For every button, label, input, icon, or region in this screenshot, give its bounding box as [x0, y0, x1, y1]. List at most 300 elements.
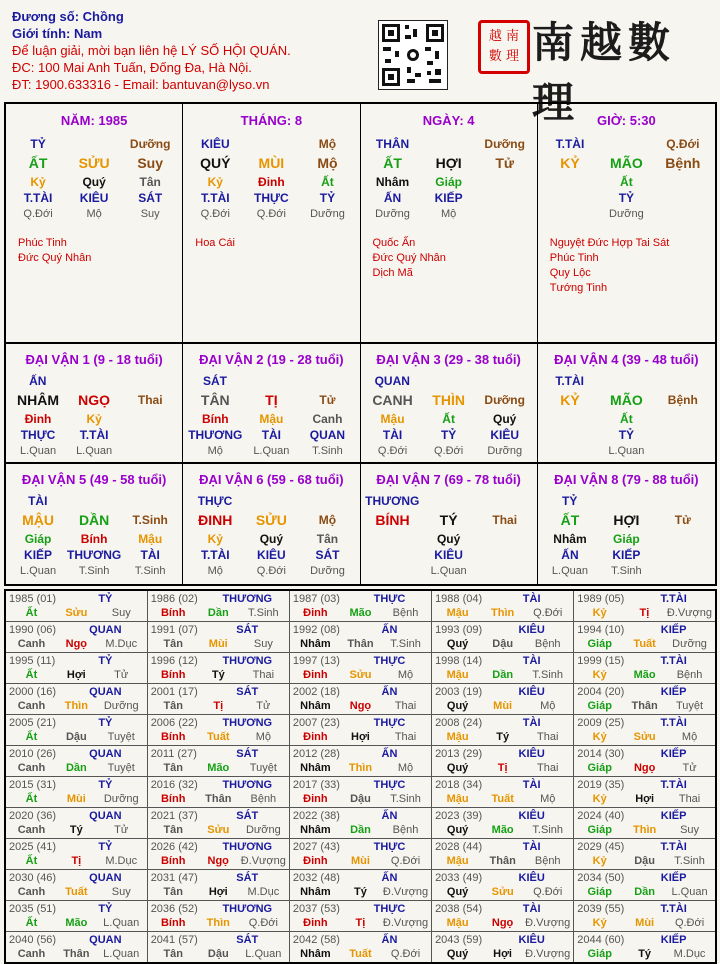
hidden-stage: Dưỡng: [487, 445, 523, 457]
annual-cell: [147, 932, 289, 964]
annual-head: [151, 685, 286, 699]
stage: Thai: [492, 513, 518, 527]
pillar-value: [542, 174, 598, 190]
annual-cell: [432, 653, 574, 684]
pillar-value: TỶ: [319, 191, 336, 205]
pillar-value: Giáp: [435, 175, 462, 189]
pillar-value: HỢI: [435, 155, 462, 171]
ten-god: TỶ: [562, 494, 578, 508]
branch: THÌN: [432, 392, 465, 408]
annual-head: [151, 747, 286, 761]
annual-head: [577, 623, 712, 637]
star-item: Phúc Tinh: [18, 237, 67, 249]
pillar-value: Tân: [139, 175, 161, 189]
ten-god: ẤN: [29, 374, 47, 388]
pillar-value: Dưỡng: [375, 208, 410, 220]
stem: Giáp: [587, 700, 612, 712]
annual-head: [435, 654, 570, 668]
header-line: ĐC: 100 Mai Anh Tuấn, Đống Đa, Hà Nội.: [12, 60, 252, 75]
hidden-stem: Mậu: [138, 532, 163, 546]
branch: Dậu: [634, 855, 656, 867]
annual-cell: [5, 622, 147, 653]
annual-pillar: [9, 668, 144, 682]
hidden-stage: Q.Đới: [377, 445, 408, 457]
dai-van-pillar: [10, 509, 178, 531]
year-label: 2031 (47): [150, 872, 198, 884]
stage: Thai: [137, 393, 163, 407]
annual-cell: [574, 901, 716, 932]
stem: Quý: [446, 948, 469, 960]
stage: Mộ: [540, 700, 556, 712]
hidden-stage: L.Quan: [430, 565, 467, 577]
pillar-value: Bệnh: [665, 155, 701, 171]
branch: Hợi: [351, 731, 370, 743]
annual-pillar: [435, 606, 570, 620]
pillar-row: [542, 152, 711, 174]
ten-god: QUAN: [89, 872, 122, 884]
annual-pillar: [9, 730, 144, 744]
pillar-value: Đinh: [258, 175, 285, 189]
hidden-stage: Q.Đới: [256, 565, 286, 577]
hidden-stage: L.Quan: [76, 445, 113, 457]
annual-head: [9, 871, 144, 885]
hidden-stage: Q.Đới: [434, 445, 464, 457]
stage: Dưỡng: [245, 824, 281, 836]
year-label: 1989 (05): [577, 593, 625, 605]
stage: Suy: [111, 886, 131, 898]
stem: Quý: [446, 638, 469, 650]
ten-god: SÁT: [236, 624, 259, 636]
branch: Sửu: [65, 607, 88, 619]
dai-van-pillar: [187, 509, 355, 531]
dai-van-cell: [6, 344, 183, 462]
annual-pillar: [151, 637, 286, 651]
annual-pillar: [151, 823, 286, 837]
hidden-stage: T.Sinh: [134, 565, 166, 577]
dai-van-cell: [6, 464, 183, 584]
branch: DẦN: [78, 512, 110, 528]
annual-pillar: [151, 730, 286, 744]
hidden-stem: Kỷ: [207, 532, 223, 546]
ten-god: ẤN: [381, 624, 398, 636]
stem: Kỷ: [592, 917, 607, 929]
stage: Tử: [114, 669, 129, 681]
annual-pillar: [9, 761, 144, 775]
branch: Tý: [496, 731, 510, 743]
stage: Tử: [114, 824, 129, 836]
stem: TÂN: [200, 392, 230, 408]
stage: Thai: [537, 762, 559, 774]
pillar-value: Suy: [140, 208, 160, 220]
hidden-ten-god: QUAN: [309, 428, 346, 442]
ten-god: THƯƠNG: [222, 841, 273, 853]
year-label: 1988 (04): [435, 593, 483, 605]
hidden-stage: T.Sinh: [312, 445, 343, 457]
ten-god: TÀI: [522, 655, 541, 667]
ten-god: T.TÀI: [660, 655, 687, 667]
star-item: Dịch Mã: [372, 267, 413, 279]
annual-pillar: [9, 637, 144, 651]
stage: Q.Đới: [390, 855, 421, 867]
annual-cell: [574, 870, 716, 901]
annual-pillar: [577, 792, 712, 806]
annual-pillar: [435, 668, 570, 682]
dai-van-top: [187, 493, 355, 509]
annual-pillar: [151, 606, 286, 620]
annual-head: [151, 840, 286, 854]
ten-god: TỶ: [98, 655, 113, 667]
stem: Tân: [163, 762, 183, 774]
stage: Tuyệt: [676, 700, 704, 712]
stem: Nhâm: [300, 886, 331, 898]
dai-van-cell: [183, 344, 360, 462]
ten-god: T.TÀI: [660, 841, 687, 853]
hidden-ten-god: KIÊU: [434, 548, 463, 562]
stem: Bính: [160, 607, 186, 619]
annual-cell: [147, 777, 289, 808]
hidden-stem-row: [542, 531, 711, 547]
stem: Bính: [160, 669, 186, 681]
spacer: [598, 373, 711, 389]
stem: Đinh: [303, 607, 328, 619]
branch: HỢI: [613, 512, 640, 528]
branch: Tý: [69, 824, 83, 836]
branch: Dậu: [492, 638, 514, 650]
branch: Dần: [350, 824, 371, 836]
pillar-stars: [365, 236, 533, 281]
ten-god: SÁT: [236, 872, 259, 884]
annual-head: [151, 902, 286, 916]
annual-cell: [432, 715, 574, 746]
ten-god: SÁT: [236, 748, 259, 760]
annual-pillar: [9, 792, 144, 806]
star-item: Quy Lộc: [549, 267, 591, 279]
annual-pillar: [435, 947, 570, 961]
year-label: 2034 (50): [577, 872, 625, 884]
pillar-value: MÃO: [610, 155, 643, 171]
year-label: 1993 (09): [435, 624, 483, 636]
pillar-value: ẤT: [383, 155, 402, 171]
annual-pillar: [435, 761, 570, 775]
annual-head: [9, 592, 144, 606]
stem: Bính: [160, 731, 186, 743]
hidden-ten-god: TÀI: [261, 428, 282, 442]
annual-pillar: [577, 668, 712, 682]
ten-god: THƯƠNG: [222, 779, 273, 791]
branch: Mão: [491, 824, 514, 836]
pillar-value: MÙI: [258, 155, 285, 171]
stem: Canh: [17, 638, 46, 650]
stage: T.Sinh: [248, 607, 279, 619]
annual-pillar: [435, 854, 570, 868]
year-label: 2033 (49): [435, 872, 483, 884]
empty: [542, 411, 598, 427]
annual-cell: [147, 590, 289, 622]
ten-god: THƯƠNG: [365, 494, 420, 508]
pillar-value: Ất: [321, 175, 334, 189]
pillar-stars: [542, 236, 711, 296]
year-label: 1992 (08): [292, 624, 340, 636]
annual-table: [4, 589, 717, 964]
stem: Tân: [163, 948, 183, 960]
annual-pillar: [293, 792, 428, 806]
ten-god: QUAN: [89, 624, 122, 636]
pillar-value: Kỷ: [207, 175, 223, 189]
annual-head: [9, 685, 144, 699]
ten-god: SÁT: [236, 810, 259, 822]
header-line: Đương số: Chồng: [12, 9, 124, 24]
dai-van-top: [10, 373, 178, 389]
annual-head: [435, 933, 570, 947]
ten-god: TÀI: [522, 841, 541, 853]
ten-god: TỶ: [98, 841, 113, 853]
dai-van-title: ĐẠI VẬN 6 (59 - 68 tuổi): [199, 472, 344, 487]
branch: Thìn: [348, 762, 373, 774]
ten-god: QUAN: [89, 748, 122, 760]
stem: Đinh: [303, 855, 328, 867]
stage: Đ.Vượng: [382, 886, 429, 898]
stage: Bệnh: [392, 607, 419, 619]
hidden-stem: Ất: [620, 412, 633, 426]
annual-head: [435, 871, 570, 885]
stage: Mộ: [681, 731, 698, 743]
stage: Suy: [111, 607, 131, 619]
annual-cell: [289, 653, 431, 684]
hidden-stem: Giáp: [613, 532, 640, 546]
pillar-row: [187, 206, 355, 222]
branch: Mão: [633, 669, 656, 681]
hidden-stem: Tân: [316, 532, 339, 546]
hidden-ten-god-row: [365, 427, 533, 443]
dai-van-title: ĐẠI VẬN 7 (69 - 78 tuổi): [376, 472, 521, 487]
pillar-title: THÁNG: 8: [240, 113, 303, 128]
year-label: 2038 (54): [435, 903, 483, 915]
pillar-title: GIỜ: 5:30: [596, 113, 656, 128]
hidden-stem-row: [365, 411, 533, 427]
pillar-value: Suy: [137, 155, 164, 171]
branch: Mão: [207, 762, 230, 774]
ten-god: THƯƠNG: [222, 903, 273, 915]
annual-cell: [289, 839, 431, 870]
year-label: 2043 (59): [435, 934, 483, 946]
pillar-value: Dưỡng: [310, 208, 345, 220]
stem: Mậu: [446, 917, 469, 929]
pillar-row: [187, 174, 355, 190]
year-label: 2029 (45): [577, 841, 625, 853]
hidden-ten-god: KIÊU: [257, 548, 286, 562]
empty: [122, 427, 178, 443]
ten-god: T.TÀI: [660, 593, 687, 605]
hidden-stem-row: [365, 531, 533, 547]
branch: Tuất: [65, 886, 88, 898]
branch: Hợi: [208, 886, 228, 898]
annual-pillar: [151, 668, 286, 682]
stem: Kỷ: [592, 855, 607, 867]
stage: Q.Đới: [674, 917, 705, 929]
star-item: Đức Quý Nhân: [372, 252, 446, 264]
stem: Tân: [163, 638, 183, 650]
annual-head: [577, 685, 712, 699]
dai-van-title: ĐẠI VẬN 1 (9 - 18 tuổi): [25, 352, 163, 367]
dai-van-pillar: [542, 389, 711, 411]
annual-head: [293, 685, 428, 699]
hidden-ten-god-row: [10, 547, 178, 563]
stage: Q.Đới: [248, 917, 278, 929]
annual-cell: [147, 684, 289, 715]
stem: Nhâm: [300, 638, 331, 650]
year-label: 2032 (48): [292, 872, 340, 884]
pillar-value: ẤN: [383, 191, 402, 205]
annual-head: [293, 747, 428, 761]
ten-god: KIÊU: [518, 748, 545, 760]
stage: T.Sinh: [390, 793, 421, 805]
empty: [365, 547, 421, 563]
hidden-stem: Quý: [259, 532, 284, 546]
annual-pillar: [293, 730, 428, 744]
annual-pillar: [577, 885, 712, 899]
ten-god: THỰC: [373, 779, 406, 791]
stage: Bệnh: [392, 824, 419, 836]
stage: Đ.Vượng: [382, 917, 429, 929]
ten-god: KIẾP: [660, 748, 687, 760]
annual-pillar: [293, 606, 428, 620]
annual-pillar: [151, 792, 286, 806]
stem: Bính: [160, 793, 186, 805]
branch: Tý: [211, 669, 225, 681]
pillar-value: [655, 174, 711, 190]
stem: ẤT: [560, 512, 580, 528]
pillar-value: Dưỡng: [609, 208, 644, 220]
ten-god: THỰC: [373, 593, 406, 605]
annual-head: [577, 592, 712, 606]
annual-cell: [574, 622, 716, 653]
annual-head: [577, 871, 712, 885]
annual-cell: [147, 839, 289, 870]
annual-pillar: [435, 637, 570, 651]
hidden-stem: Quý: [493, 412, 517, 426]
annual-head: [9, 778, 144, 792]
hidden-ten-god: KIÊU: [490, 428, 520, 442]
pillar-value: KIÊU: [79, 191, 109, 205]
hidden-stage: L.Quan: [551, 565, 588, 577]
year-label: 1985 (01): [9, 593, 57, 605]
header-line: Giới tính: Nam: [12, 26, 103, 41]
dai-van-top: [10, 493, 178, 509]
annual-cell: [432, 746, 574, 777]
annual-pillar: [577, 823, 712, 837]
stem: Đinh: [303, 669, 328, 681]
annual-pillar: [151, 854, 286, 868]
annual-cell: [574, 839, 716, 870]
annual-cell: [574, 715, 716, 746]
stem: Canh: [17, 948, 46, 960]
pillar-row: [187, 136, 355, 152]
pillar-row: [542, 136, 711, 152]
stem: Nhâm: [300, 700, 331, 712]
hidden-stem: Ất: [442, 412, 455, 426]
star-item: Quốc Ấn: [372, 237, 416, 249]
pillar-row: [10, 174, 178, 190]
branch: Hợi: [635, 793, 655, 805]
year-label: 2002 (18): [292, 686, 340, 698]
dai-van-top: [365, 493, 533, 509]
pillar-value: Q.Đới: [666, 137, 700, 151]
annual-head: [9, 809, 144, 823]
hidden-ten-god: TỶ: [440, 428, 457, 442]
stage: L.Quan: [245, 948, 282, 960]
stage: Dưỡng: [672, 638, 707, 650]
qr-code: [378, 20, 448, 90]
branch: Mùi: [208, 638, 228, 650]
pillar-row: [187, 152, 355, 174]
annual-cell: [5, 715, 147, 746]
stage: Thai: [394, 700, 417, 712]
annual-pillar: [293, 854, 428, 868]
hidden-stem: Quý: [436, 532, 461, 546]
year-label: 1987 (03): [292, 593, 340, 605]
annual-head: [435, 840, 570, 854]
hidden-stem: Bính: [201, 412, 229, 426]
stem: Ất: [25, 607, 38, 619]
annual-cell: [5, 901, 147, 932]
branch: Ngọ: [207, 855, 229, 867]
hidden-stage: Dưỡng: [310, 565, 345, 577]
annual-pillar: [293, 761, 428, 775]
annual-head: [435, 778, 570, 792]
stem: Quý: [446, 886, 469, 898]
annual-pillar: [577, 947, 712, 961]
year-label: 2025 (41): [9, 841, 57, 853]
annual-head: [435, 747, 570, 761]
hidden-ten-god: ẤN: [561, 548, 579, 562]
dai-van-title: ĐẠI VẬN 3 (29 - 38 tuổi): [376, 352, 521, 367]
stem: ĐINH: [198, 512, 233, 528]
branch: Dần: [634, 886, 656, 898]
ten-god: THỰC: [373, 655, 406, 667]
annual-cell: [574, 590, 716, 622]
header-line: ĐT: 1900.633316 - Email: bantuvan@lyso.vn: [12, 77, 270, 92]
annual-cell: [432, 870, 574, 901]
ten-god: KIẾP: [660, 810, 687, 822]
pillar-value: [421, 136, 477, 152]
stage: Mộ: [255, 731, 271, 743]
pillar-value: T.TÀI: [200, 191, 230, 205]
pillar-title: NĂM: 1985: [60, 113, 128, 128]
ten-god: THƯƠNG: [222, 655, 273, 667]
annual-head: [293, 933, 428, 947]
year-label: 2022 (38): [292, 810, 340, 822]
ten-god: KIÊU: [518, 934, 545, 946]
annual-head: [293, 778, 428, 792]
dai-van-title: ĐẠI VẬN 5 (49 - 58 tuổi): [21, 472, 167, 487]
branch: Dần: [207, 607, 229, 619]
annual-head: [9, 716, 144, 730]
annual-pillar: [293, 885, 428, 899]
hidden-stem-row: [10, 411, 178, 427]
stem: CANH: [372, 392, 413, 408]
branch: Tị: [497, 762, 508, 774]
pillar-value: SỬU: [78, 155, 110, 171]
ten-god: TỶ: [98, 779, 113, 791]
annual-cell: [5, 684, 147, 715]
annual-pillar: [293, 916, 428, 930]
annual-cell: [289, 777, 431, 808]
annual-head: [151, 592, 286, 606]
ten-god: TÀI: [28, 494, 48, 508]
annual-cell: [432, 684, 574, 715]
annual-pillar: [9, 885, 144, 899]
year-label: 2039 (55): [577, 903, 625, 915]
